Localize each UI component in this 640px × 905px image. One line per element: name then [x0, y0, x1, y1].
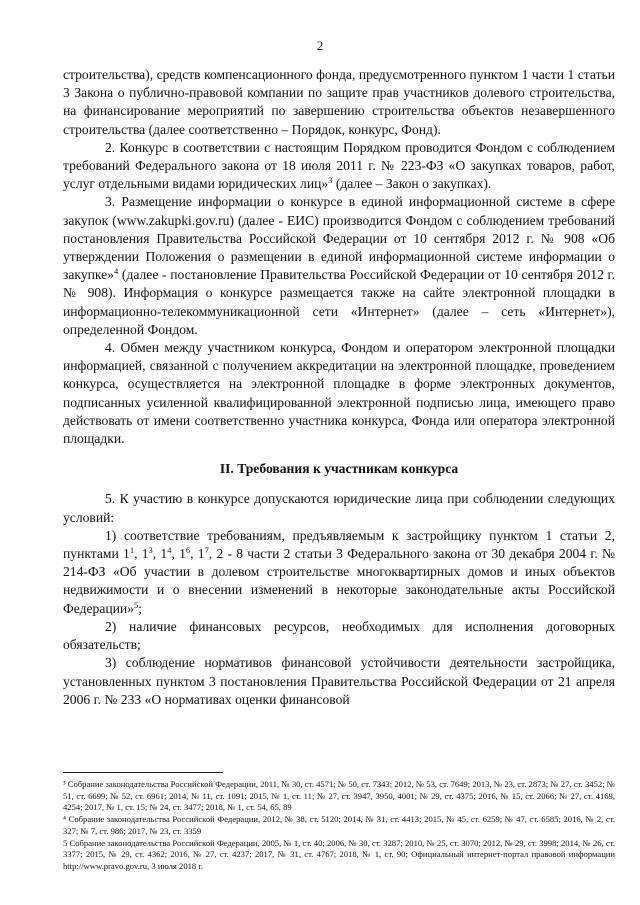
condition-2: 2) наличие финансовых ресурсов, необходимых для исполнения договорных обязательств;: [63, 618, 615, 653]
condition-1-text-f: , 2 - 8 части 2 статьи 3 Федерального закона от 30 декабря 2004 г. № 214-ФЗ «Об участии в долевом строительстве многоквартирных домов и иных объектов недвижимости и о внесении изменений в некоторые законодательные акты Российской Федерации»: [63, 546, 615, 616]
paragraph-continuation: строительства), средств компенсационного фонда, предусмотренного пунктом 1 части 1 статьи 3 Закона о публично-правовой компании по защите прав участников долевого строительства, на финансирование мероприятий по завершению строительства объектов незавершенного строительства (далее соответственно – Порядок, конкурс, Фонд).: [63, 67, 615, 137]
footnote-divider: [63, 772, 223, 773]
condition-1-text-c: , 1: [152, 546, 168, 562]
page-number: 2: [316, 38, 324, 53]
paragraph-5: 5. К участию в конкурсе допускаются юридические лица при соблюдении следующих условий:: [63, 491, 615, 525]
condition-3: 3) соблюдение нормативов финансовой устойчивости деятельности застройщика, установленных пунктом 3 постановления Правительства Российской Федерации от 21 апреля 2006 г. № 233 «О нормативах оценки финансовой: [63, 655, 615, 707]
paragraph-2: [63, 139, 615, 194]
section-heading: II. Требования к участникам конкурса: [219, 461, 459, 477]
footnote-ref-5: 5: [134, 599, 139, 610]
footnote-4: ⁴ Собрание законодательства Российской Федерации, 2012, № 38, ст. 5120; 2014, № 31, ст. 4413; 2015, № 45, ст. 6259; № 47, ст. 6585; 2016, № 2, ст. 327; № 7, ст. 986; 2017, № 23, ст. 3359: [63, 814, 615, 836]
superscript: 4: [167, 545, 172, 556]
superscript: 7: [204, 545, 209, 556]
condition-1-text-b: , 1: [134, 546, 149, 562]
footnote-3: ³ Собрание законодательства Российской Федерации, 2011, № 30, ст. 4571; № 50, ст. 7343; 2012, № 53, ст. 7649; 2013, № 23, ст. 2873; № 27, ст. 3452; № 51, ст. 6699; № 52, ст. 6961; 2014, № 11, ст. 1091; 2015, № 1, ст. 11; № 27, ст. 3947, 3950, 4001; № 29, ст. 4375; 2016, № 15, ст. 2066; № 27, ст. 4169, 4254; 2017, № 1, ст. 15; № 24, ст. 3477; 2018, № 1, ст. 54, 65, 89: [63, 779, 615, 813]
footnote-ref-4: 4: [113, 266, 119, 277]
condition-1-text-d: , 1: [171, 546, 186, 562]
superscript: 3: [148, 545, 153, 556]
paragraph-2-text: 2. Конкурс в соответствии с настоящим Порядком проводится Фондом с соблюдением требований Федерального закона от 18 июля 2011 г. № 223-ФЗ «О закупках товаров, работ, услуг отдельными видами юридических лиц»: [63, 139, 615, 192]
superscript: 1: [129, 545, 135, 556]
paragraph-3-tail: (далее - постановление Правительства Российской Федерации от 10 сентября 2012 г. № 908). Информация о конкурсе размещается также на сайте электронной площадки в информационно-телекоммуникационной сети «Интернет» (далее – сеть «Интернет»), определенной Фондом.: [63, 267, 615, 337]
condition-1-text-a: 1) соответствие требованиям, предъявляемым к застройщику пунктом 1 статьи 2, пунктами 1: [63, 527, 615, 562]
condition-1: [63, 527, 615, 618]
footnote-5: 5 Собрание законодательства Российской Федерации, 2005, № 1, ст. 40; 2006, № 30, ст. 3287; 2010, № 25, ст. 3070; 2012, № 29, ст. 3998; 2014, № 26, ст. 3377; 2015, № 29, ст. 4362; 2016, № 27, ст. 4237; 2017, № 31, ст. 4767; 2018, № 1, ст. 90; Официальный интернет-портал правовой информации http://www.pravo.gov.ru, 3 июля 2018 г.: [63, 837, 615, 871]
paragraph-3: [63, 193, 615, 339]
condition-1-text-g: ;: [138, 600, 143, 616]
paragraph-4: 4. Обмен между участником конкурса, Фондом и оператором электронной площадки информацией, связанной с получением аккредитации на электронной площадке, проведением конкурса, осуществляется на электронной площадке в форме электронных документов, подписанных усиленной квалифицированной электронной подписью лица, имеющего право действовать от имени соответственно участника конкурса, Фонда или оператора электронной площадки.: [63, 340, 615, 447]
footnotes: [63, 779, 615, 873]
document-body: [63, 66, 615, 709]
paragraph-3-text: 3. Размещение информации о конкурсе в единой информационной системе в сфере закупок (www.zakupki.gov.ru) (далее - ЕИС) производится Фондом с соблюдением требований постановления Правительства Российской Федерации от 10 сентября 2012 г. № 908 «Об утверждении Положения о размещении в единой информационной системе информации о закупке»: [63, 194, 615, 283]
condition-1-text-e: , 1: [190, 546, 205, 562]
superscript: 6: [185, 545, 191, 556]
paragraph-2-tail: (далее – Закон о закупках).: [332, 176, 492, 192]
footnote-ref-3: 3: [328, 175, 333, 186]
